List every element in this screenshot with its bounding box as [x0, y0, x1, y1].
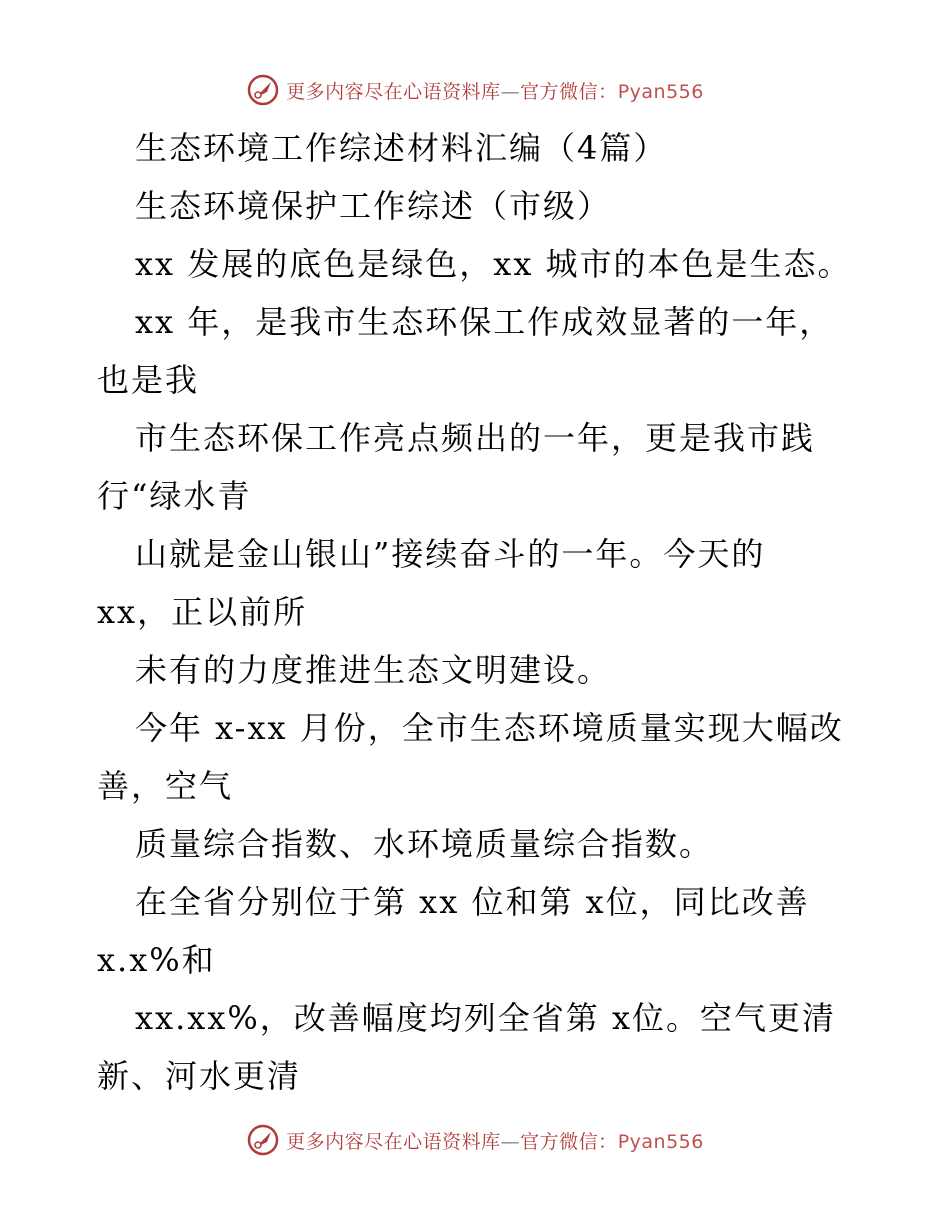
- paragraph-line: 质量综合指数、水环境质量综合指数。: [135, 825, 714, 863]
- quill-logo-icon: [246, 1123, 280, 1157]
- paragraph-line: xx 年，是我市生态环保工作成效显著的一年，: [135, 303, 834, 341]
- paragraph-line: 今年 x-xx 月份，全市生态环境质量实现大幅改: [135, 709, 844, 747]
- paragraph-line: xx 发展的底色是绿色，xx 城市的本色是生态。: [135, 245, 852, 283]
- paragraph-line: 行“绿水青: [97, 477, 252, 515]
- paragraph-line: xx，正以前所: [97, 593, 308, 631]
- paragraph-line: 善，空气: [97, 767, 234, 805]
- paragraph-line: x.x%和: [97, 941, 216, 979]
- watermark-text: 更多内容尽在心语资料库—官方微信：Pyan556: [286, 1130, 704, 1153]
- quill-logo-icon: [246, 73, 280, 107]
- watermark-text: 更多内容尽在心语资料库—官方微信：Pyan556: [286, 80, 704, 103]
- paragraph-line: 新、河水更清: [97, 1057, 302, 1095]
- doc-title: 生态环境工作综述材料汇编（4篇）: [135, 129, 668, 167]
- section-title: 生态环境保护工作综述（市级）: [135, 187, 612, 225]
- paragraph-line: 也是我: [97, 361, 200, 399]
- paragraph-line: 未有的力度推进生态文明建设。: [135, 651, 612, 689]
- paragraph-line: 在全省分别位于第 xx 位和第 x位，同比改善: [135, 883, 810, 921]
- paragraph-line: xx.xx%，改善幅度均列全省第 x位。空气更清: [135, 999, 836, 1037]
- paragraph-line: 市生态环保工作亮点频出的一年，更是我市践: [135, 419, 816, 457]
- footer-watermark: [0, 1120, 950, 1160]
- header-watermark: [0, 70, 950, 110]
- paragraph-line: 山就是金山银山”接续奋斗的一年。今天的: [135, 535, 766, 573]
